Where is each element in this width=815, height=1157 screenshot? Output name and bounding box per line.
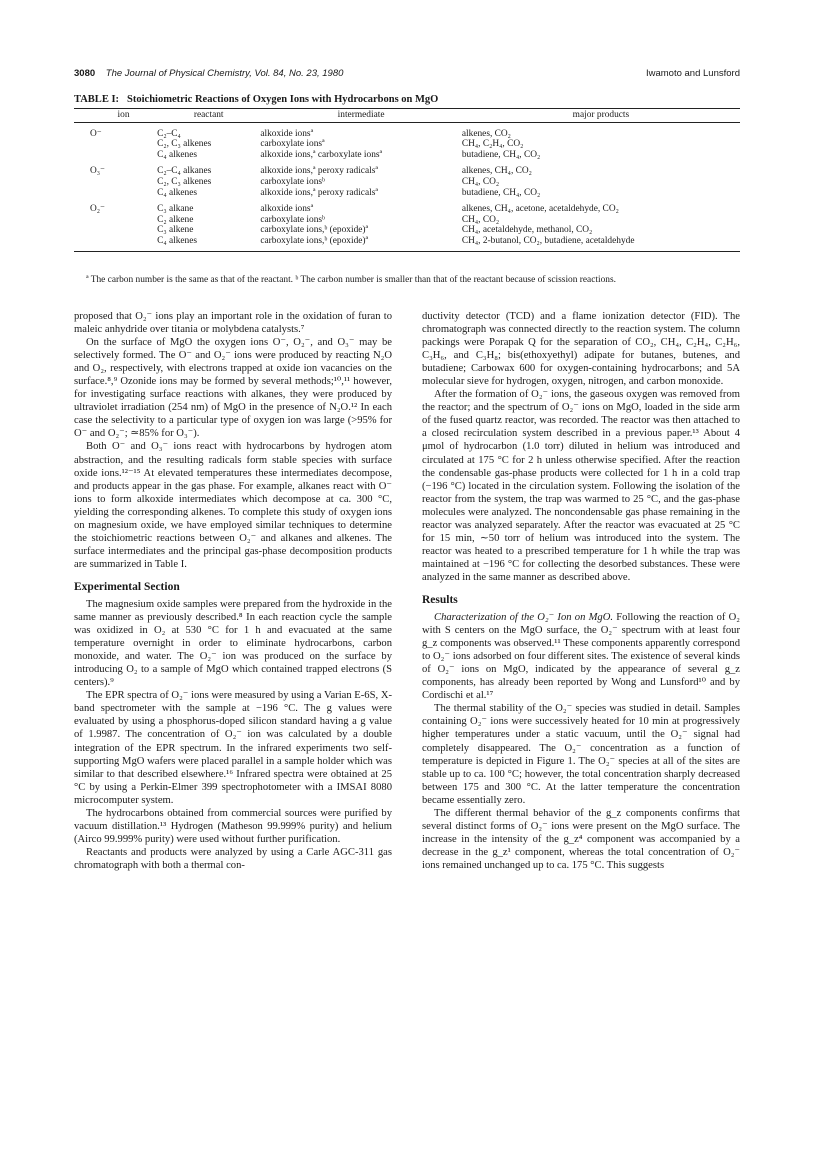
running-authors: Iwamoto and Lunsford [645,68,740,79]
cell-ion [74,225,157,236]
cell-ion: O₃⁻ [90,166,105,177]
paragraph: The different thermal behavior of the g_z components confirms that several distinct forms of O₂⁻ ions were present on the MgO surface. The increase in the intensity of the g_z⁴ component was accompanied by a decrease in the g_z¹ component, whereas the total concentration of O₂⁻ ions remained unchanged up to ca. 175 °C. This suggests [422,807,740,871]
cell-ion [74,236,157,251]
cell-ion [74,215,157,226]
cell-products: CH₄, C₂H₄, CO₂ [461,139,524,150]
cell-products: CH₄, 2-butanol, CO₂, butadiene, acetaldehyde [462,236,740,251]
cell-reactant: C₄ alkenes [157,236,260,251]
cell-ion [74,139,157,150]
cell-reactant: C₂–C₄ alkanes [157,166,212,177]
section-heading-experimental: Experimental Section [74,580,180,593]
cell-intermediate: carboxylate ions,ᵇ (epoxide)ª [260,236,462,251]
paragraph: The magnesium oxide samples were prepared from the hydroxide in the same manner as previously described.⁸ In each reaction cycle the sample was oxidized in O₂ at 530 °C for 1 h and evacuated at the same temperature overnight in order to eliminate hydrocarbons, carbon monoxide, and water. The O₂⁻ ion was produced on the surface by introducing O₂ to a sample of MgO which contained trapped electrons (S centers).⁹ [74,598,392,689]
cell-products: CH₄, CO₂ [461,176,500,187]
paragraph: Both O⁻ and O₃⁻ ions react with hydrocarbons by hydrogen atom abstraction, and the resulting radicals form stable species with surface oxide ions.¹²⁻¹⁵ At elevated temperatures these intermediates decompose, and products appear in the gas phase. For example, alkanes react with O⁻ ions to form alkoxide intermediates which decompose at ca. 300 °C, yielding the corresponding alkenes. To complete this study of oxygen ions on magnesium oxide, we have employed similar techniques to determine the stoichiometric reactions between O₂⁻ and alkanes and alkenes. The surface intermediates and the principal gas-phase decomposition products are summarized in Table I. [74,441,392,570]
cell-ion: O⁻ [90,128,102,139]
paragraph: ductivity detector (TCD) and a flame ionization detector (FID). The chromatograph was connected directly to the reaction system. The column packings were Porapak Q for the separation of CO₂, CH₄, C₂H₄, C₂H₆, C₃H₆, and C₃H₈; bis(ethoxyethyl) adipate for butanes, butenes, and butadiene; Carbowax 600 for oxygen-containing hydrocarbons; and 5A molecular sieve for hydrogen, oxygen, nitrogen, and carbon monoxide. [422,311,740,388]
table-row [74,122,740,139]
cell-intermediate: alkoxide ions,ª peroxy radicalsª [260,166,378,177]
cell-reactant: C₂ alkene [157,214,194,225]
header-reactant: reactant [157,109,260,123]
header-ion: ion [74,109,157,123]
cell-products: CH₄, acetaldehyde, methanol, CO₂ [461,225,593,236]
table-row [74,198,740,215]
paragraph: proposed that O₂⁻ ions play an important role in the oxidation of furan to maleic anhydride over titania or molybdena catalysts.⁷ [74,311,392,336]
header-major-products: major products [462,109,740,123]
paragraph-text: Following the reaction of O₂ with S centers on the MgO surface, the O₂⁻ spectrum with at least four g_z components was observed.¹¹ These components apparently correspond to O₂⁻ ions adsorbed on four different sites. The existence of several kinds of O₂⁻ ions on MgO, indicated by the appearance of several g_z components, has already been reported by Wong and Lunsford¹⁰ and by Cordischi et al.¹⁷ [422,612,740,702]
cell-reactant: C₄ alkenes [157,187,198,198]
page-number: 3080 [74,68,96,79]
cell-products: alkenes, CH₄, CO₂ [461,166,532,177]
paragraph: The EPR spectra of O₂⁻ ions were measured by using a Varian E-6S, X-band spectrometer with the sample at −196 °C. The g values were evaluated by using a phosphorus-doped silicon standard having a g value of 1.9987. The concentration of O₂⁻ ion was calculated by a double integration of the EPR spectrum. In the infrared experiments two self-supporting MgO wafers were placed parallel in a sample holder which was similar to that described elsewhere.¹⁶ Infrared spectra were obtained at 25 °C by using a Perkin-Elmer 399 spectrophotometer with a IMSAI 8080 microcomputer system. [74,690,392,806]
cell-intermediate: carboxylate ionsᵇ [260,176,325,187]
table-row [74,188,740,199]
cell-products: CH₄, CO₂ [461,214,500,225]
header-intermediate: intermediate [260,109,462,123]
cell-ion [74,177,157,188]
right-column [422,310,740,872]
cell-products: alkenes, CO₂ [461,128,511,139]
cell-ion [74,188,157,199]
paragraph [422,611,740,702]
cell-reactant: C₃ alkane [157,204,194,215]
cell-products: alkenes, CH₄, acetone, acetaldehyde, CO₂ [461,204,619,215]
paragraph: The thermal stability of the O₂⁻ species was studied in detail. Samples containing O₂⁻ ions were successively heated for 10 min at progressively higher temperatures under a static vacuum, until the O₂⁻ signal had completely disappeared. The O₂⁻ concentration as a function of temperature is depicted in Figure 1. The O₂⁻ species at all of the sites are stable up to ca. 100 °C; however, the total concentration sharply decreased between 175 and 300 °C. At the latter temperature the concentration became essentially zero. [422,703,740,806]
table-header-row [74,109,740,123]
running-head [74,68,740,82]
cell-intermediate: carboxylate ions,ᵇ (epoxide)ª [260,225,369,236]
paragraph: Reactants and products were analyzed by using a Carle AGC-311 gas chromatograph with both a thermal con- [74,846,392,871]
table-container [74,108,740,252]
table-row [74,177,740,188]
left-column [74,310,392,872]
table-caption [74,94,740,105]
paragraph: On the surface of MgO the oxygen ions O⁻, O₂⁻, and O₃⁻ may be selectively formed. The O⁻ and O₂⁻ ions were produced by reacting N₂O and O₂, respectively, with electrons trapped at oxide ion vacancies on the surface.⁸,⁹ Ozonide ions may be formed by several methods;¹⁰,¹¹ however, for investigating surface reactions with alkanes, they were produced by ultraviolet irradiation (254 nm) of MgO in the presence of N₂O.¹² In each case the selectivity to a particular type of oxygen ion was large (>95% for O⁻ and O₂⁻; ≃85% for O₃⁻). [74,337,392,440]
cell-intermediate: alkoxide ionsª [260,204,314,215]
cell-reactant: C₂–C₄ [157,128,181,139]
paragraph: After the formation of O₂⁻ ions, the gaseous oxygen was removed from the reactor; and the spectrum of O₂⁻ ions on MgO, loaded in the side arm of the fused quartz reactor, was recorded. The reactor was then attached to a closed recirculation system described in a previous paper.¹³ About 4 μmol of hydrocarbon (1.0 torr) diluted in helium was introduced and circulated at 175 °C for 2 h unless otherwise specified. After the reaction the condensable gas-phase products were collected for 1 h in a cold trap (−196 °C) located in the circulation system. Following the isolation of the reactor from the system, the trap was warmed to 25 °C, and the gas-phase molecules were analyzed. The noncondensable gas phase remaining in the reactor was analyzed separately. After the reactor was evacuated at 25 °C for 15 min, ∼50 torr of helium was introduced into the system. The reactor was heated to a prescribed temperature for 1 h while the trap was maintained at −196 °C for collecting the desorbed substances. These were analyzed in the same manner as described above. [422,389,740,583]
table-label: TABLE I: [74,94,120,105]
table-footnote: ª The carbon number is the same as that of the reactant. ᵇ The carbon number is smaller than that of the reactant because of scission reactions. [86,275,616,285]
table-row [74,139,740,150]
table-row [74,236,740,251]
cell-reactant: C₂, C₃ alkenes [157,176,212,187]
cell-intermediate: carboxylate ionsª [260,139,325,150]
reaction-table [74,108,740,252]
cell-products: butadiene, CH₄, CO₂ [461,149,541,160]
table-row [74,215,740,226]
cell-reactant: C₂, C₃ alkenes [157,139,212,150]
table-row [74,150,740,161]
table-row [74,160,740,177]
cell-products: butadiene, CH₄, CO₂ [461,187,541,198]
journal-citation: The Journal of Physical Chemistry, Vol. 84, No. 23, 1980 [105,68,344,79]
table-title: Stoichiometric Reactions of Oxygen Ions with Hydrocarbons on MgO [127,94,439,105]
cell-reactant: C₃ alkene [157,225,194,236]
cell-intermediate: carboxylate ionsᵇ [260,214,325,225]
cell-intermediate: alkoxide ionsª [260,128,314,139]
section-heading-results: Results [422,593,458,606]
paragraph: The hydrocarbons obtained from commercial sources were purified by vacuum distillation.¹³ Hydrogen (Matheson 99.999% purity) and helium (Airco 99.999% purity) were used without further purification. [74,807,392,845]
cell-ion: O₂⁻ [90,204,105,215]
subsection-heading: Characterization of the O₂⁻ Ion on MgO. [434,612,614,624]
cell-intermediate: alkoxide ions,ª peroxy radicalsª [260,187,378,198]
cell-ion [74,150,157,161]
table-row [74,225,740,236]
cell-intermediate: alkoxide ions,ª carboxylate ionsª [260,149,383,160]
cell-reactant: C₄ alkenes [157,149,198,160]
